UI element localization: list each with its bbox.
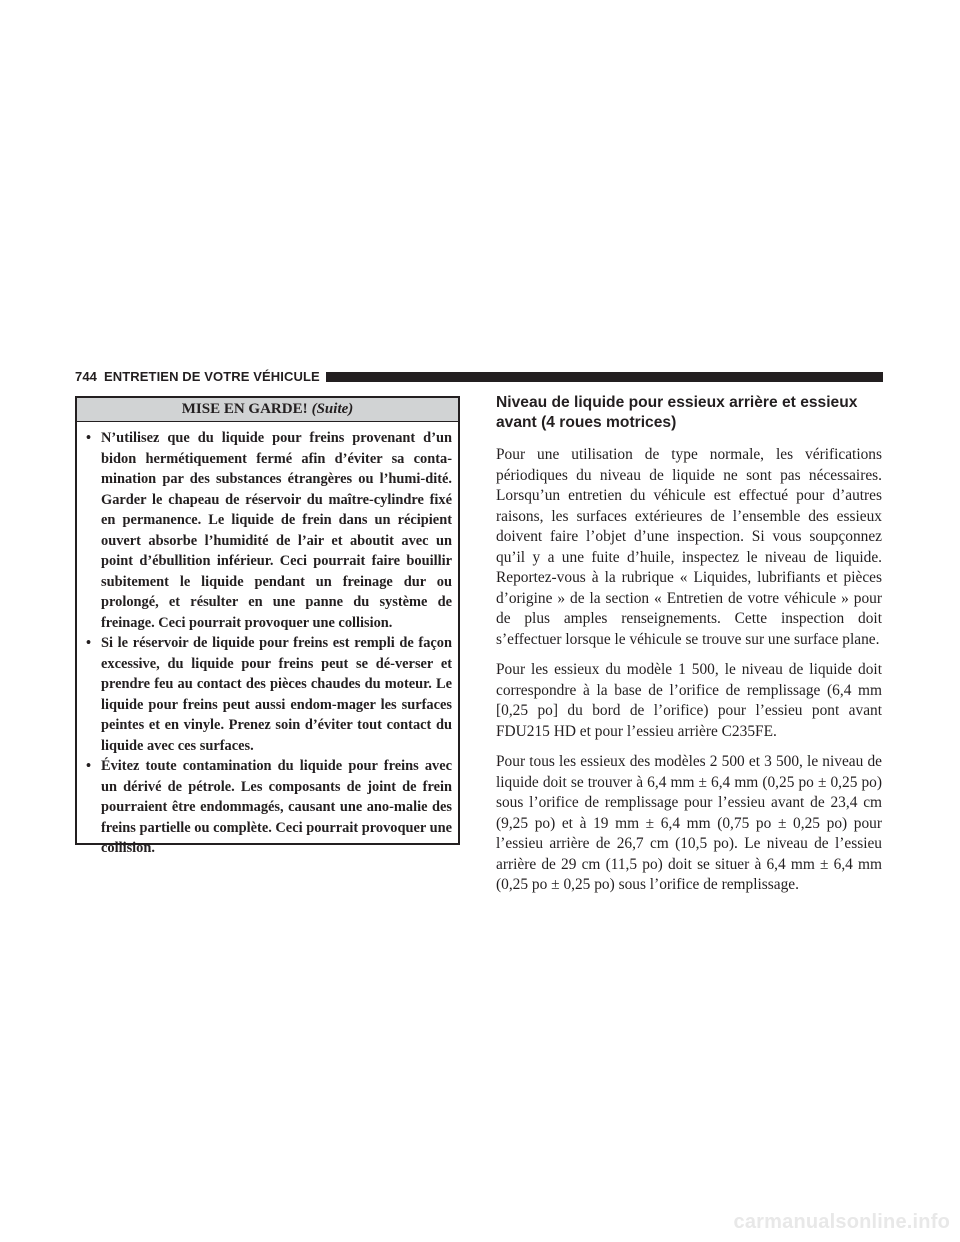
warning-title-bar [77,398,458,422]
warning-list [77,422,458,859]
warning-item-text: N’utilisez que du liquide pour freins provenant d’un bidon hermétiquement fermé afin d’éviter sa conta-mination par des substances étrangères ou l’humi-dité. Garder le chapeau de réservoir du maître-cylindre fixé en permanence. Le liquide de frein dans un récipient ouvert absorbe l’humidité de l’air et aboutit avec un point d’ébullition inférieur. Ceci pourrait faire bouillir subitement le liquide pendant un freinage dur ou prolongé, et résulter en une panne du système de freinage. Ceci pourrait provoquer une collision. [101,430,452,631]
warning-title-suffix: (Suite) [311,401,354,417]
axle-fluid-section [496,393,882,906]
warning-item [85,428,452,633]
page-number: 744 [75,368,97,384]
section-paragraph: Pour une utilisation de type normale, les vérifications périodiques du niveau de liquide ne sont pas nécessaires. Lorsqu’un entretien du véhicule est effectué pour d’autres raisons, les surfaces extérieures de l’ensemble des essieux doivent faire l’objet d’une inspection. Si vous soupçonnez qu’il y a une fuite d’huile, inspectez le niveau de liquide. Reportez-vous à la rubrique « Liquides, lubrifiants et pièces d’origine » de la section « Entretien de votre véhicule » pour de plus amples renseignements. Cette inspection doit s’effectuer lorsque le véhicule se trouve sur une surface plane. [496,446,882,648]
warning-item [85,633,452,756]
warning-item-text: Si le réservoir de liquide pour freins est rempli de façon excessive, du liquide pour freins peut se dé-verser et prendre feu au contact des pièces chaudes du moteur. Le liquide pour freins peut aussi endom-mager les surfaces peintes et en vinyle. Prenez soin d’éviter tout contact du liquide avec ces surfaces. [101,635,452,754]
section-paragraph: Pour les essieux du modèle 1 500, le niveau de liquide doit correspondre à la base de l’orifice de remplissage (6,4 mm [0,25 po] du bord de l’orifice) pour l’essieu pont avant FDU215 HD et pour l’essieu arrière C235FE. [496,661,882,740]
section-title: ENTRETIEN DE VOTRE VÉHICULE [104,368,320,384]
page-header [75,366,883,386]
bullet-icon: • [86,635,92,651]
warning-item [85,756,452,859]
warning-title: MISE EN GARDE! [181,401,308,417]
section-paragraph: Pour tous les essieux des modèles 2 500 et 3 500, le niveau de liquide doit se trouver à 6,4 mm ± 6,4 mm (0,25 po ± 0,25 po) sous l’orifice de remplissage pour l’essieu avant de 23,4 cm (9,25 po) et à 19 mm ± 6,4 mm (0,75 po ± 0,25 po) pour l’essieu arrière de 26,7 cm (10,5 po). Le niveau de l’essieu arrière de 29 cm (11,5 po) doit se situer à 6,4 mm ± 6,4 mm (0,25 po ± 0,25 po) sous l’orifice de remplissage. [496,753,882,893]
warning-box [75,396,460,856]
header-rule [326,372,883,382]
warning-item-text: Évitez toute contamination du liquide pour freins avec un dérivé de pétrole. Les composants de joint de frein pourraient être endommagés, causant une ano-malie des freins partielle ou complète. Ceci pourrait provoquer une collision. [101,758,452,856]
section-heading: Niveau de liquide pour essieux arrière et essieux avant (4 roues motrices) [496,394,858,431]
bullet-icon: • [86,430,92,446]
bullet-icon: • [86,758,92,774]
watermark: carmanualsonline.info [733,1211,950,1233]
